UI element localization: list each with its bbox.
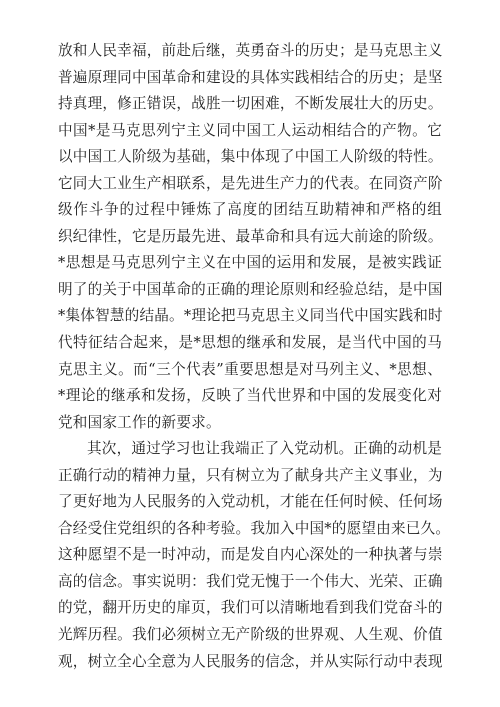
paragraph-2 <box>58 436 451 675</box>
text-line: 合经受住党组织的各种考验。我加入中国*的愿望由来已久。 <box>58 519 451 537</box>
text-line: 代特征结合起来，是*思想的继承和发展，是当代中国的马 <box>58 334 442 352</box>
text-line: 这种愿望不是一时冲动，而是发自内心深处的一种执著与崇 <box>58 546 443 564</box>
text-line: *集体智慧的结晶。*理论把马克思主义同当代中国实践和时 <box>58 307 443 325</box>
text-line: 持真理，修正错误，战胜一切困难，不断发展壮大的历史。 <box>58 95 443 113</box>
text-line: 放和人民幸福，前赴后继，英勇奋斗的历史；是马克思主义 <box>58 42 443 59</box>
text-line: 普遍原理同中国革命和建设的具体实践相结合的历史；是坚 <box>58 68 443 86</box>
text-line: 明了的关于中国革命的正确的理论原则和经验总结，是中国 <box>58 280 443 298</box>
text-line: *理论的继承和发扬，反映了当代世界和中国的发展变化对 <box>58 387 442 405</box>
text-line: *思想是马克思列宁主义在中国的运用和发展，是被实践证 <box>58 254 442 272</box>
text-line: 它同大工业生产相联系，是先进生产力的代表。在同资产阶 <box>58 174 443 192</box>
text-line: 高的信念。事实说明：我们党无愧于一个伟大、光荣、正确 <box>58 572 443 590</box>
text-line: 的党，翻开历史的扉页，我们可以清晰地看到我们党奋斗的 <box>58 599 443 617</box>
text-line: 级作斗争的过程中锤炼了高度的团结互助精神和严格的组 <box>58 201 442 219</box>
text-line: 观，树立全心全意为人民服务的信念，并从实际行动中表现 <box>58 652 443 670</box>
text-line: 以中国工人阶级为基础，集中体现了中国工人阶级的特性。 <box>58 148 443 166</box>
document-page <box>58 38 451 675</box>
paragraph-1 <box>58 38 442 436</box>
text-line: 了更好地为人民服务的入党动机，才能在任何时候、任何场 <box>58 493 443 511</box>
text-line: 中国*是马克思列宁主义同中国工人运动相结合的产物。它 <box>58 121 442 139</box>
text-line: 其次，通过学习也让我端正了入党动机。正确的动机是 <box>87 440 443 458</box>
text-line: 织纪律性，它是历最先进、最革命和具有远大前途的阶级。 <box>58 227 443 245</box>
text-line: 克思主义。而“三个代表”重要思想是对马列主义、*思想、 <box>58 360 442 378</box>
text-line: 党和国家工作的新要求。 <box>58 413 221 431</box>
text-line: 光辉历程。我们必须树立无产阶级的世界观、人生观、价值 <box>58 626 443 644</box>
text-line: 正确行动的精神力量，只有树立为了献身共产主义事业，为 <box>58 466 443 484</box>
